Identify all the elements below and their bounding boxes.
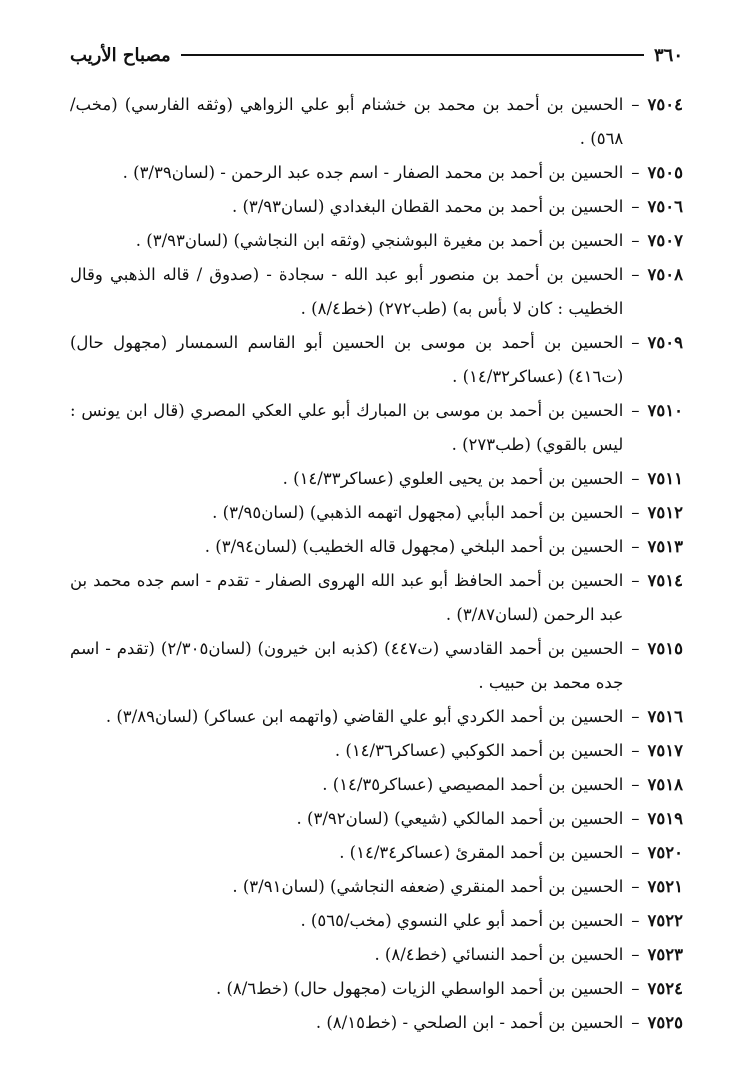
entry-text: الحسين بن أحمد بن منصور أبو عبد الله - سجادة - (صدوق / قاله الذهبي وقال الخطيب : كان لا بأس به) (طب٢٧٢) (خط٨/٤) . xyxy=(70,265,624,318)
entry-item xyxy=(70,156,683,190)
entry-dash: – xyxy=(631,503,640,522)
entry-text: الحسين بن أحمد بن موسى بن الحسين أبو القاسم السمسار (مجهول حال) (ت٤١٦) (عساكر١٤/٣٢) . xyxy=(70,333,624,386)
entry-number: ٧٥١٧ xyxy=(647,741,683,760)
entry-item xyxy=(70,190,683,224)
entry-number: ٧٥١٢ xyxy=(647,503,683,522)
entry-text: الحسين بن أحمد البلخي (مجهول قاله الخطيب) (لسان٣/٩٤) . xyxy=(204,537,624,556)
entry-number: ٧٥٠٧ xyxy=(647,231,683,250)
entry-item xyxy=(70,462,683,496)
entry-dash: – xyxy=(631,809,640,828)
entry-text: الحسين بن أحمد المقرئ (عساكر١٤/٣٤) . xyxy=(339,843,624,862)
entry-item xyxy=(70,224,683,258)
entry-text: الحسين بن أحمد النسائي (خط٨/٤) . xyxy=(374,945,624,964)
entry-number: ٧٥٢٠ xyxy=(647,843,683,862)
entry-dash: – xyxy=(631,265,640,284)
entry-list xyxy=(70,88,683,1040)
entry-item xyxy=(70,904,683,938)
entry-number: ٧٥١٣ xyxy=(647,537,683,556)
entry-dash: – xyxy=(631,877,640,896)
entry-item xyxy=(70,734,683,768)
entry-text: الحسين بن أحمد بن موسى بن المبارك أبو علي العكي المصري (قال ابن يونس : ليس بالقوي) (طب٢٧٣) . xyxy=(70,401,624,454)
entry-text: الحسين بن أحمد بن محمد بن خشنام أبو علي الزواهي (وثقه الفارسي) (مخب/٥٦٨) . xyxy=(70,95,624,148)
entry-text: الحسين بن أحمد المالكي (شيعي) (لسان٣/٩٢) . xyxy=(296,809,624,828)
entry-number: ٧٥١٩ xyxy=(647,809,683,828)
entry-item xyxy=(70,972,683,1006)
entry-item xyxy=(70,1006,683,1040)
entry-text: الحسين بن أحمد القادسي (ت٤٤٧) (كذبه ابن خيرون) (لسان٢/٣٠٥) (تقدم - اسم جده محمد بن حبيب . xyxy=(70,639,624,692)
entry-number: ٧٥١٨ xyxy=(647,775,683,794)
entry-text: الحسين بن أحمد المنقري (ضعفه النجاشي) (لسان٣/٩١) . xyxy=(232,877,624,896)
entry-dash: – xyxy=(631,537,640,556)
entry-number: ٧٥١٠ xyxy=(647,401,683,420)
entry-item xyxy=(70,632,683,700)
entry-dash: – xyxy=(631,333,640,352)
entry-dash: – xyxy=(631,231,640,250)
entry-dash: – xyxy=(631,775,640,794)
entry-text: الحسين بن أحمد بن محمد القطان البغدادي (لسان٣/٩٣) . xyxy=(231,197,624,216)
entry-number: ٧٥٢٢ xyxy=(647,911,683,930)
entry-number: ٧٥٢٤ xyxy=(647,979,683,998)
entry-text: الحسين بن أحمد الكوكبي (عساكر١٤/٣٦) . xyxy=(334,741,624,760)
entry-text: الحسين بن أحمد بن يحيى العلوي (عساكر١٤/٣٣) . xyxy=(282,469,624,488)
entry-number: ٧٥٠٥ xyxy=(647,163,683,182)
entry-item xyxy=(70,938,683,972)
entry-number: ٧٥٠٨ xyxy=(647,265,683,284)
entry-number: ٧٥١٤ xyxy=(647,571,683,590)
entry-text: الحسين بن أحمد الحافظ أبو عبد الله الهروى الصفار - تقدم - اسم جده محمد بن عبد الرحمن (لسان٣/٨٧) . xyxy=(70,571,624,624)
entry-text: الحسين بن أحمد - ابن الصلحي - (خط٨/١٥) . xyxy=(315,1013,624,1032)
entry-item xyxy=(70,870,683,904)
entry-item xyxy=(70,564,683,632)
entry-number: ٧٥٠٩ xyxy=(647,333,683,352)
entry-item xyxy=(70,530,683,564)
entry-item xyxy=(70,700,683,734)
entry-dash: – xyxy=(631,163,640,182)
entry-text: الحسين بن أحمد بن مغيرة البوشنجي (وثقه ابن النجاشي) (لسان٣/٩٣) . xyxy=(135,231,624,250)
entry-item xyxy=(70,326,683,394)
entry-dash: – xyxy=(631,707,640,726)
entry-dash: – xyxy=(631,469,640,488)
entry-text: الحسين بن أحمد بن محمد الصفار - اسم جده عبد الرحمن - (لسان٣/٣٩) . xyxy=(122,163,624,182)
entry-item xyxy=(70,258,683,326)
page-number: ٣٦٠ xyxy=(653,44,683,66)
book-title: مصباح الأريب xyxy=(70,44,171,66)
header-rule xyxy=(181,54,644,56)
entry-item xyxy=(70,394,683,462)
entry-item xyxy=(70,768,683,802)
entry-number: ٧٥١١ xyxy=(647,469,683,488)
entry-dash: – xyxy=(631,843,640,862)
entry-item xyxy=(70,836,683,870)
entry-dash: – xyxy=(631,639,640,658)
entry-dash: – xyxy=(631,571,640,590)
entry-number: ٧٥٢٥ xyxy=(647,1013,683,1032)
entry-dash: – xyxy=(631,197,640,216)
entry-number: ٧٥١٥ xyxy=(647,639,683,658)
entry-item xyxy=(70,88,683,156)
entry-text: الحسين بن أحمد أبو علي النسوي (مخب/٥٦٥) . xyxy=(300,911,624,930)
entry-dash: – xyxy=(631,401,640,420)
entry-text: الحسين بن أحمد الكردي أبو علي القاضي (واتهمه ابن عساكر) (لسان٣/٨٩) . xyxy=(105,707,624,726)
entry-number: ٧٥٠٤ xyxy=(647,95,683,114)
entry-dash: – xyxy=(631,979,640,998)
entry-dash: – xyxy=(631,1013,640,1032)
entry-text: الحسين بن أحمد البأبي (مجهول اتهمه الذهبي) (لسان٣/٩٥) . xyxy=(212,503,624,522)
entry-dash: – xyxy=(631,95,640,114)
entry-dash: – xyxy=(631,911,640,930)
entry-number: ٧٥١٦ xyxy=(647,707,683,726)
entry-item xyxy=(70,496,683,530)
entry-dash: – xyxy=(631,741,640,760)
page-header xyxy=(70,40,683,70)
entry-number: ٧٥٢٣ xyxy=(647,945,683,964)
entry-text: الحسين بن أحمد المصيصي (عساكر١٤/٣٥) . xyxy=(322,775,624,794)
entry-dash: – xyxy=(631,945,640,964)
entry-text: الحسين بن أحمد الواسطي الزيات (مجهول حال) (خط٨/٦) . xyxy=(215,979,624,998)
entry-number: ٧٥٠٦ xyxy=(647,197,683,216)
entry-item xyxy=(70,802,683,836)
entry-number: ٧٥٢١ xyxy=(647,877,683,896)
